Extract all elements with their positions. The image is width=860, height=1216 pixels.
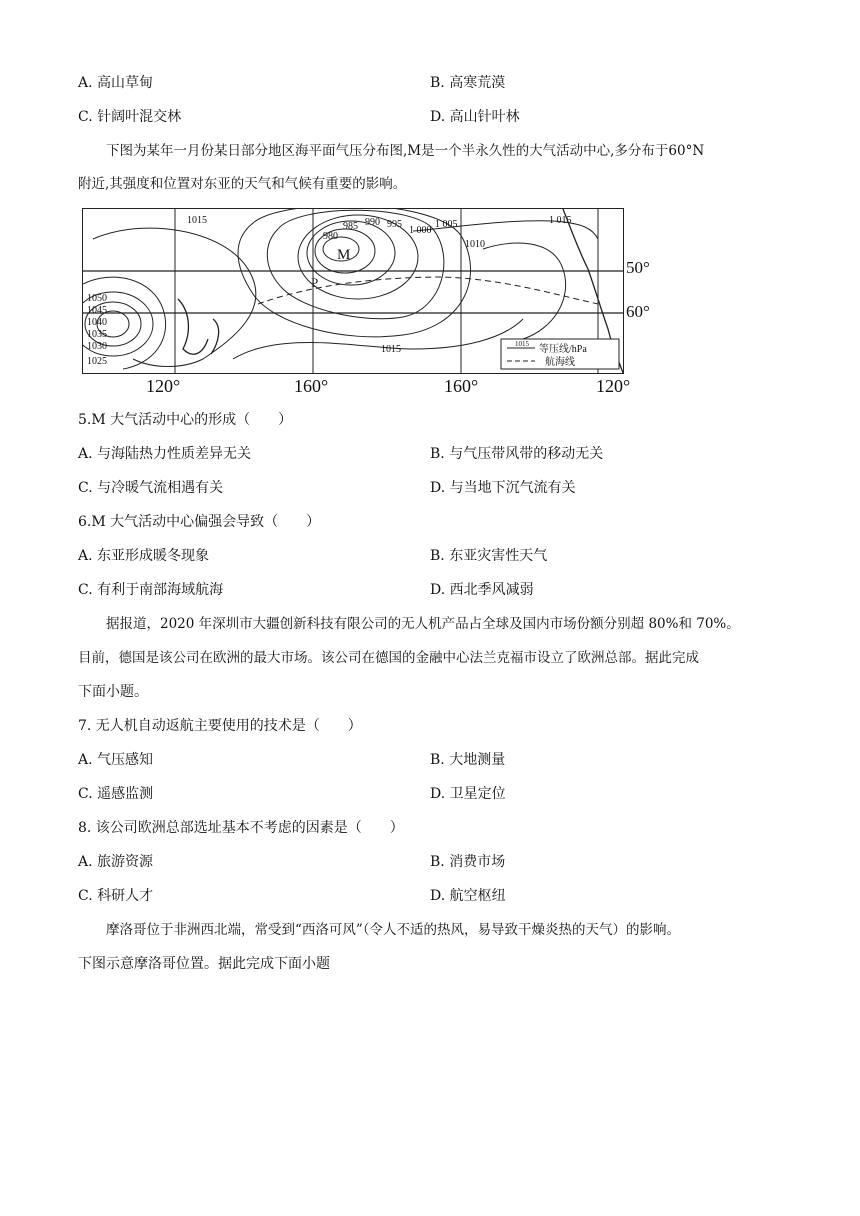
- lon-label-160b: 160°: [444, 376, 479, 396]
- q8-option-b: B. 消费市场: [430, 854, 506, 870]
- q7-option-c: C. 遥感监测: [78, 786, 154, 802]
- q6-stem: 6.M 大气活动中心偏强会导致（ ）: [78, 514, 321, 530]
- isobar-label-1005: 1 005: [435, 219, 458, 230]
- isobar-label-1015a: 1015: [187, 215, 207, 226]
- intro2-line1: 据报道，2020 年深圳市大疆创新科技有限公司的无人机产品占全球及国内市场份额分别超 80%和 70%。: [106, 616, 740, 632]
- legend-isobar-sample: 1015: [515, 340, 529, 348]
- lon-label-120e: 120°: [596, 376, 631, 396]
- q7-option-d: D. 卫星定位: [430, 786, 506, 802]
- q7-option-a: A. 气压感知: [78, 752, 154, 768]
- intro2-line2: 目前，德国是该公司在欧洲的最大市场。该公司在德国的金融中心法兰克福市设立了欧洲总部。据此完成: [78, 650, 699, 666]
- q5-option-b: B. 与气压带风带的移动无关: [430, 446, 604, 462]
- pressure-map: [82, 208, 624, 374]
- q4-option-b: B. 高寒荒漠: [430, 75, 506, 91]
- q5-option-d: D. 与当地下沉气流有关: [430, 480, 576, 496]
- intro3-line2: 下图示意摩洛哥位置。据此完成下面小题: [78, 956, 330, 972]
- legend-isobar-text: 等压线/hPa: [539, 344, 587, 355]
- point-m: M: [337, 247, 351, 263]
- pressure-map-drawing: [83, 209, 623, 373]
- isobar-label-1010: 1010: [465, 239, 485, 250]
- intro3-line1: 摩洛哥位于非洲西北端，常受到“西洛可风”（令人不适的热风，易导致干燥炎热的天气）的影响。: [106, 922, 681, 938]
- point-p: P: [311, 275, 319, 290]
- isobar-label-985: 985: [343, 221, 358, 232]
- isobar-label-1040: 1040: [87, 317, 107, 328]
- q6-option-d: D. 西北季风减弱: [430, 582, 534, 598]
- q7-stem: 7. 无人机自动返航主要使用的技术是（ ）: [78, 718, 362, 734]
- isobar-label-1030: 1030: [87, 341, 107, 352]
- lon-label-120w: 120°: [146, 376, 181, 396]
- legend-route-text: 航海线: [545, 357, 575, 368]
- intro1-line2: 附近,其强度和位置对东亚的天气和气候有重要的影响。: [78, 176, 407, 192]
- lon-label-160a: 160°: [294, 376, 329, 396]
- isobar-label-980: 980: [323, 231, 338, 242]
- q8-stem: 8. 该公司欧洲总部选址基本不考虑的因素是（ ）: [78, 820, 404, 836]
- q4-option-a: A. 高山草甸: [78, 75, 154, 91]
- isobar-label-1000: 1 000: [409, 225, 432, 236]
- isobar-label-1015c: 1015: [381, 344, 401, 355]
- q8-option-c: C. 科研人才: [78, 888, 154, 904]
- lat-label-50: 50°: [626, 258, 650, 277]
- isobar-label-1025: 1025: [87, 356, 107, 367]
- q6-option-a: A. 东亚形成暖冬现象: [78, 548, 210, 564]
- q6-option-b: B. 东亚灾害性天气: [430, 548, 548, 564]
- q4-option-d: D. 高山针叶林: [430, 109, 520, 125]
- q5-stem: 5.M 大气活动中心的形成（ ）: [78, 412, 293, 428]
- q8-option-a: A. 旅游资源: [78, 854, 154, 870]
- isobar-label-990: 990: [365, 217, 380, 228]
- intro1-line1: 下图为某年一月份某日部分地区海平面气压分布图,M是一个半永久性的大气活动中心,多分布于60°N: [106, 143, 705, 159]
- intro2-line3: 下面小题。: [78, 684, 148, 700]
- q6-option-c: C. 有利于南部海域航海: [78, 582, 224, 598]
- q7-option-b: B. 大地测量: [430, 752, 506, 768]
- isobar-label-1045: 1045: [87, 305, 107, 316]
- isobar-label-1035: 1035: [87, 329, 107, 340]
- isobar-label-1050: 1050: [87, 293, 107, 304]
- q8-option-d: D. 航空枢纽: [430, 888, 506, 904]
- q5-option-c: C. 与冷暖气流相遇有关: [78, 480, 224, 496]
- q4-option-c: C. 针阔叶混交林: [78, 109, 182, 125]
- isobar-label-1015b: 1 015: [549, 215, 572, 226]
- lat-label-60: 60°: [626, 302, 650, 321]
- q5-option-a: A. 与海陆热力性质差异无关: [78, 446, 252, 462]
- isobar-label-995: 995: [387, 219, 402, 230]
